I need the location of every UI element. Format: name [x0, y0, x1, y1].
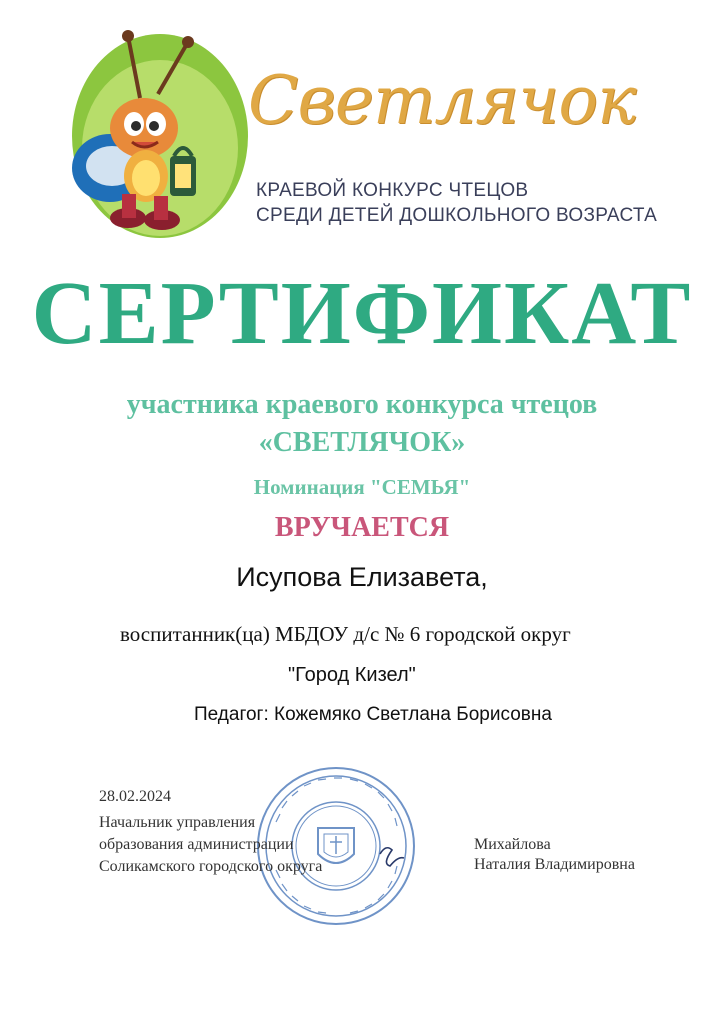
contest-subtitle-line-1: КРАЕВОЙ КОНКУРС ЧТЕЦОВ [256, 180, 529, 201]
teacher-line: Педагог: Кожемяко Светлана Борисовна [194, 704, 552, 725]
signature-date: 28.02.2024 [99, 788, 171, 805]
recipient-name: Исупова Елизавета, [236, 562, 488, 592]
position-line-2: образования администрации [99, 836, 294, 853]
position-line-1: Начальник управления [99, 814, 256, 831]
signer-surname: Михайлова [474, 836, 551, 853]
certificate-heading: СЕРТИФИКАТ [31, 264, 693, 363]
institution-line: воспитанник(ца) МБДОУ д/с № 6 городской округ [120, 622, 571, 646]
signer-given-names: Наталия Владимировна [474, 856, 635, 873]
nomination: Номинация "СЕМЬЯ" [253, 475, 471, 499]
awarded-label: ВРУЧАЕТСЯ [274, 512, 450, 543]
contest-subtitle-line-2: СРЕДИ ДЕТЕЙ ДОШКОЛЬНОГО ВОЗРАСТА [256, 205, 658, 226]
brand-title: Светлячок [248, 62, 636, 139]
position-line-3: Соликамского городского округа [99, 858, 323, 875]
participant-line: участника краевого конкурса чтецов [126, 389, 598, 420]
city-line: "Город Кизел" [288, 664, 416, 686]
firefly-mascot-icon [62, 28, 252, 240]
contest-name: «СВЕТЛЯЧОК» [258, 427, 466, 458]
